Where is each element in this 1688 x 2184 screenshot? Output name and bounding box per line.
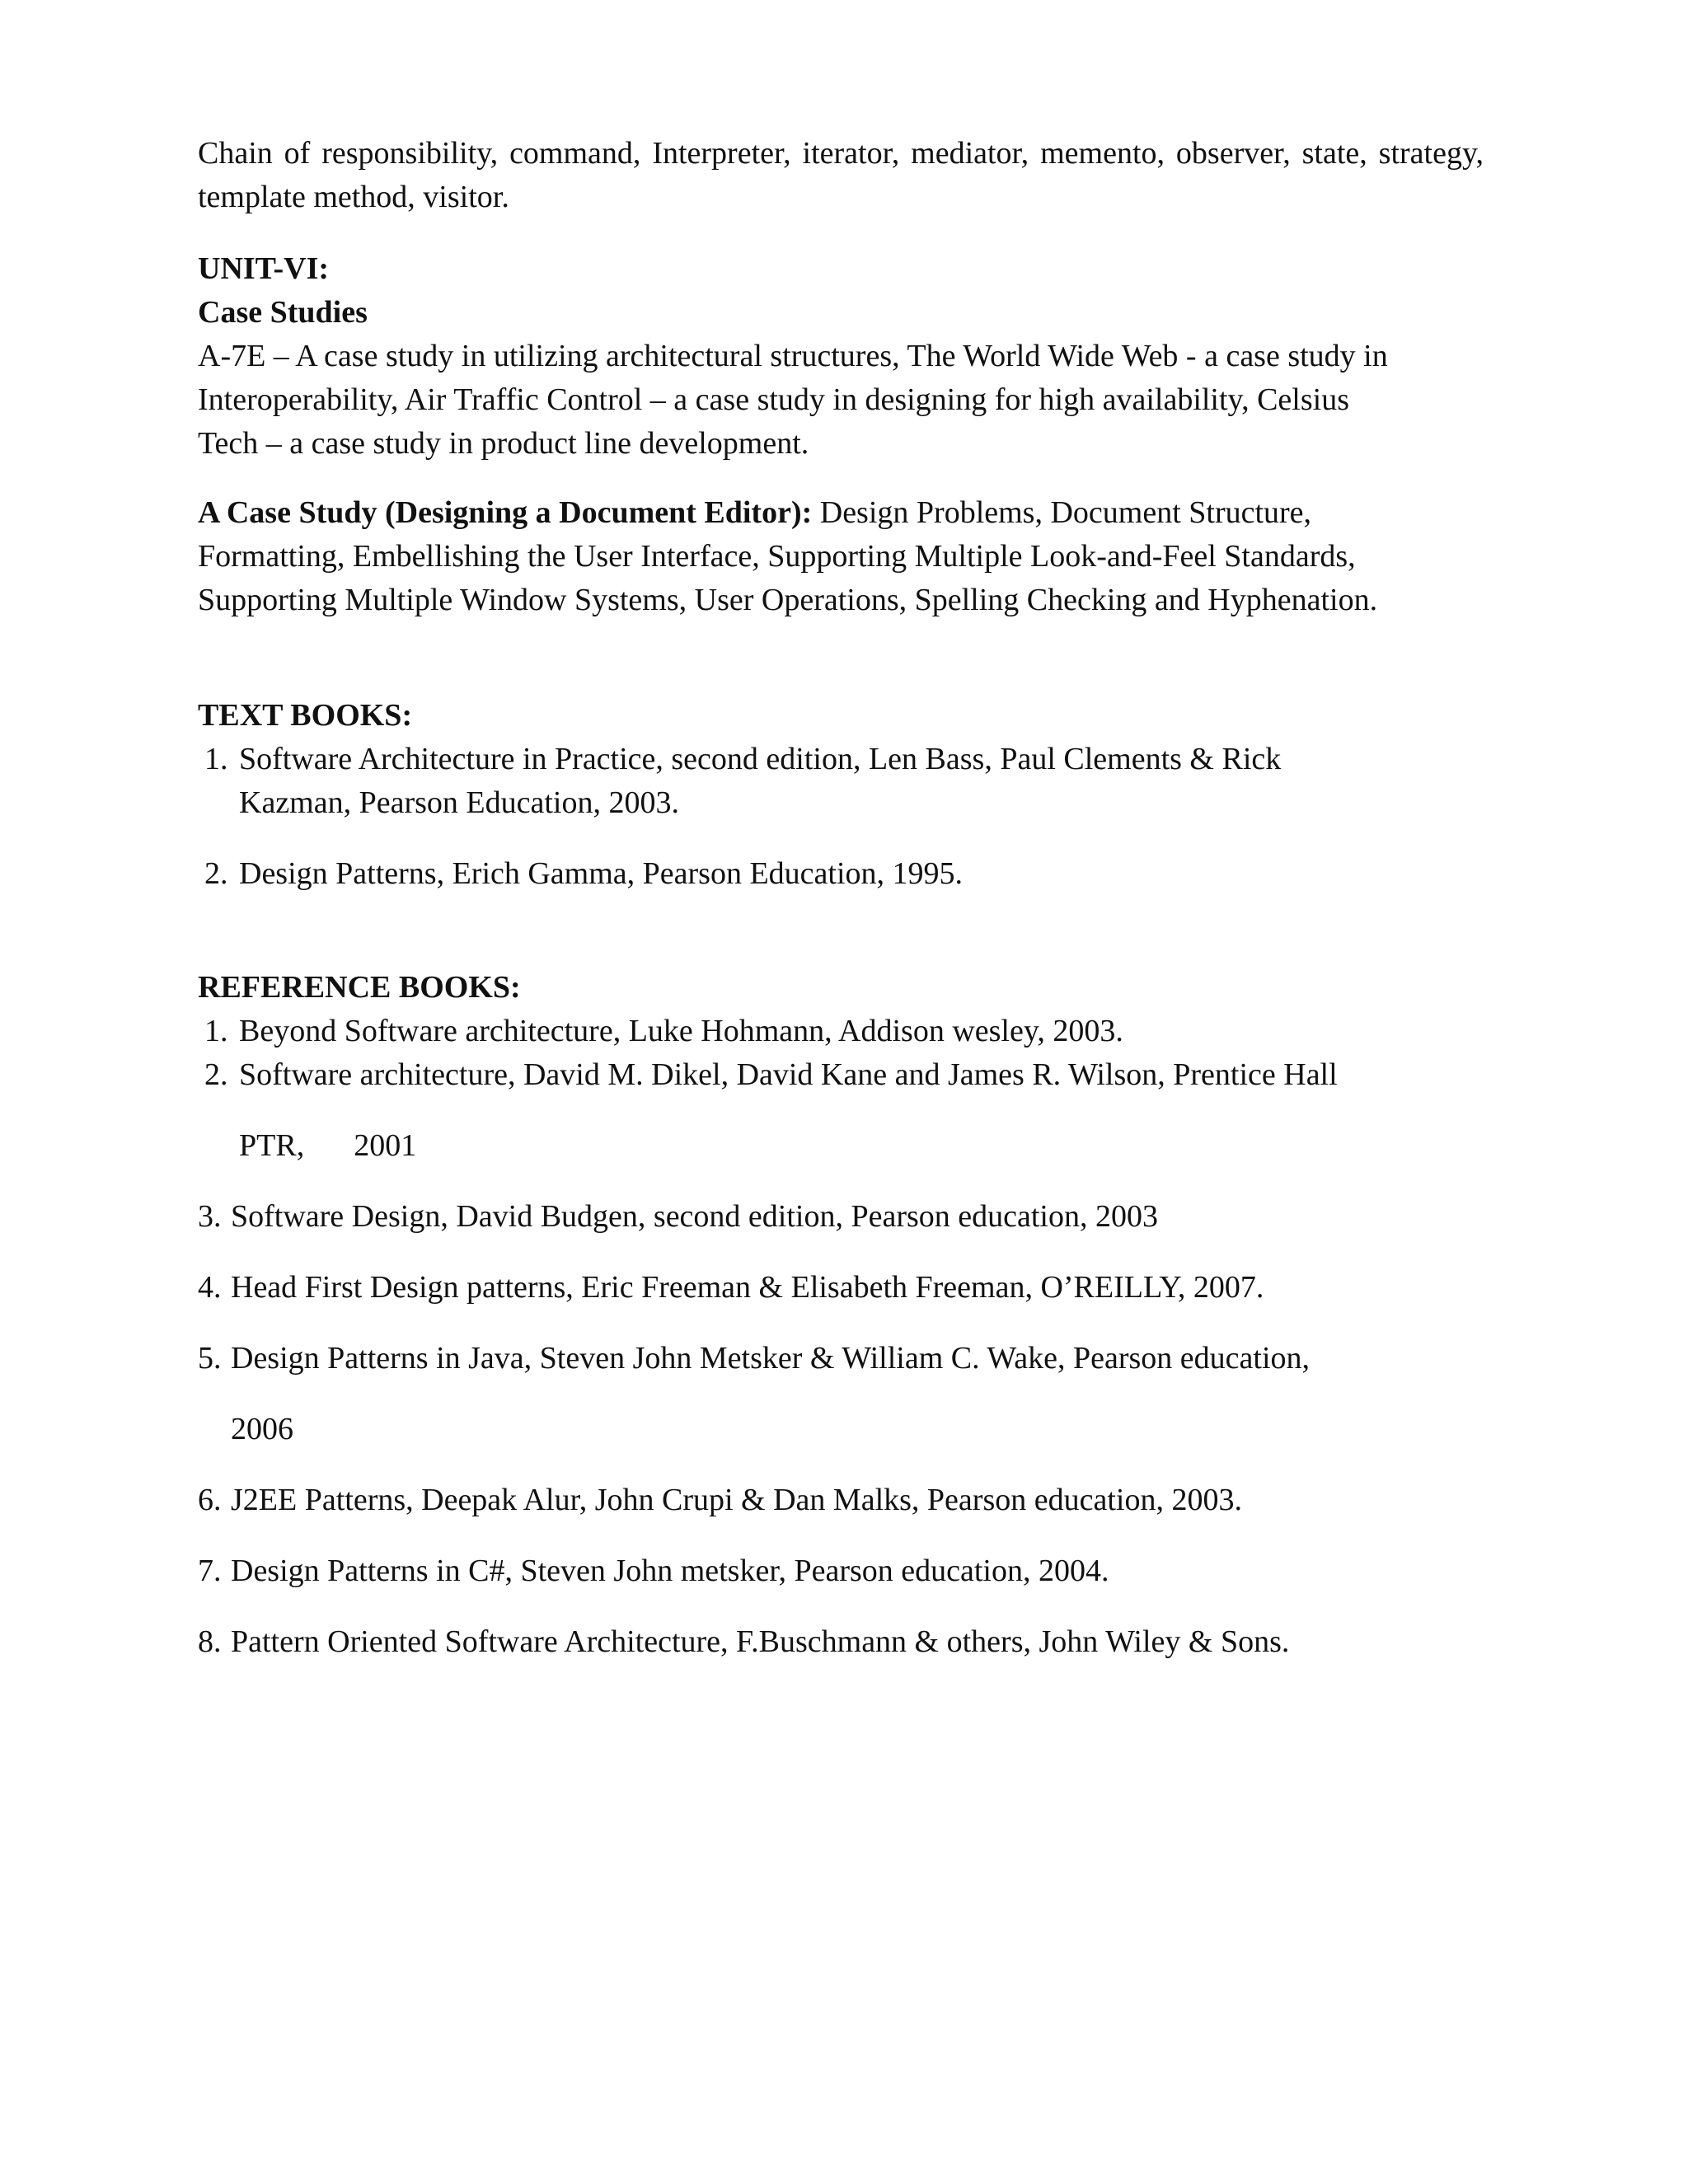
text-book-item-1-line-1: [204, 738, 1281, 781]
reference-book-item-2-line-1: [204, 1053, 1338, 1097]
text-book-item-2: [204, 852, 963, 896]
reference-book-item-1-text: Beyond Software architecture, Luke Hohmann, Addison wesley, 2003.: [239, 1014, 1123, 1048]
text-book-item-1-text: Software Architecture in Practice, second edition, Len Bass, Paul Clements & Rick: [239, 742, 1282, 776]
behavioral-patterns-text: Chain of responsibility, command, Interpreter, iterator, mediator, memento, observer, state, strategy, template method, visitor.: [198, 136, 1484, 214]
reference-book-item-2-publisher: PTR,: [239, 1128, 305, 1163]
unit-6-paragraph-line-3: Tech – a case study in product line development.: [198, 426, 809, 461]
reference-book-item-8-text: Pattern Oriented Software Architecture, F.Buschmann & others, John Wiley & Sons.: [231, 1624, 1290, 1659]
reference-book-item-5-line-2: 2006: [231, 1412, 293, 1446]
behavioral-patterns-paragraph: [198, 132, 1484, 219]
reference-book-item-6-text: J2EE Patterns, Deepak Alur, John Crupi & Dan Malks, Pearson education, 2003.: [231, 1483, 1242, 1517]
text-book-item-2-text: Design Patterns, Erich Gamma, Pearson Education, 1995.: [239, 856, 964, 891]
unit-6-paragraph-line-1: A-7E – A case study in utilizing architectural structures, The World Wide Web - a case study in: [198, 339, 1388, 373]
reference-book-item-1-number: 1.: [204, 1014, 228, 1048]
case-study-line-2: Formatting, Embellishing the User Interface, Supporting Multiple Look-and-Feel Standards,: [198, 539, 1356, 574]
reference-book-item-5-line-1: [198, 1337, 1310, 1380]
unit-6-paragraph-line-2: Interoperability, Air Traffic Control – a case study in designing for high availability, Celsius: [198, 382, 1349, 417]
reference-book-item-2-line-2: [239, 1124, 416, 1168]
reference-book-item-4-text: Head First Design patterns, Eric Freeman & Elisabeth Freeman, O’REILLY, 2007.: [231, 1270, 1264, 1305]
case-study-line-3: Supporting Multiple Window Systems, User Operations, Spelling Checking and Hyphenation.: [198, 583, 1378, 617]
text-book-item-1-line-2: Kazman, Pearson Education, 2003.: [239, 785, 679, 820]
reference-book-item-7: [198, 1549, 1109, 1593]
reference-book-item-2-year: 2001: [354, 1128, 417, 1163]
reference-book-item-7-text: Design Patterns in C#, Steven John metsker, Pearson education, 2004.: [231, 1554, 1109, 1588]
reference-book-item-8: [198, 1620, 1289, 1664]
unit-6-heading: UNIT-VI:: [198, 251, 330, 286]
reference-book-item-4: [198, 1266, 1264, 1310]
case-study-title: A Case Study (Designing a Document Editor):: [198, 495, 813, 530]
reference-book-item-1: [204, 1010, 1123, 1053]
reference-book-item-6: [198, 1479, 1242, 1522]
reference-book-item-3-number: 3.: [198, 1199, 222, 1234]
text-books-heading: TEXT BOOKS:: [198, 698, 413, 733]
reference-book-item-2-number: 2.: [204, 1057, 228, 1092]
reference-book-item-2-text: Software architecture, David M. Dikel, David Kane and James R. Wilson, Prentice Hall: [239, 1057, 1338, 1092]
reference-book-item-8-number: 8.: [198, 1624, 222, 1659]
reference-books-heading: REFERENCE BOOKS:: [198, 970, 521, 1005]
case-study-line-1-text: Design Problems, Document Structure,: [812, 495, 1312, 530]
reference-book-item-4-number: 4.: [198, 1270, 222, 1305]
text-book-item-1-number: 1.: [204, 742, 228, 776]
unit-6-subheading: Case Studies: [198, 295, 368, 330]
reference-book-item-3: [198, 1195, 1158, 1239]
case-study-line-1: [198, 491, 1484, 535]
reference-book-item-7-number: 7.: [198, 1554, 222, 1588]
reference-book-item-5-number: 5.: [198, 1341, 222, 1376]
reference-book-item-5-text: Design Patterns in Java, Steven John Metsker & William C. Wake, Pearson education,: [231, 1341, 1310, 1376]
text-book-item-2-number: 2.: [204, 856, 228, 891]
reference-book-item-3-text: Software Design, David Budgen, second edition, Pearson education, 2003: [231, 1199, 1158, 1234]
reference-book-item-6-number: 6.: [198, 1483, 222, 1517]
